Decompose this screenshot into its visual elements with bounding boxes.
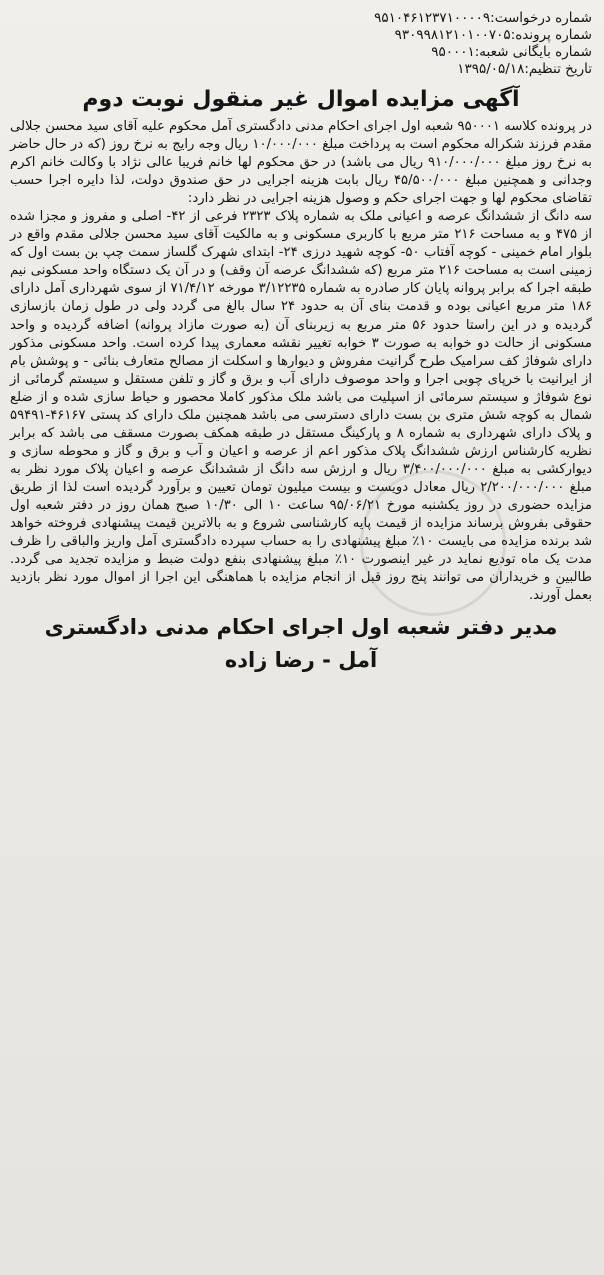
paragraph-intro: در پرونده کلاسه ۹۵۰۰۰۱ شعبه اول اجرای احکام مدنی دادگستری آمل محکوم علیه آقای سید محسن جلالی مقدم فرزند شکراله محکوم است به پرداخت مبلغ ۱۰/۰۰۰/۰۰۰ ریال وجه رایج به نرخ روز (که در حال حاضر به نرخ روز مبلغ ۹۱۰/۰۰۰/۰۰۰ ریال می باشد) در حق محکوم لها خانم فریبا عالی نژاد با وکالت خانم اکرم وجدانی و همچنین مبلغ ۴۵/۵۰۰/۰۰۰ ریال بابت هزینه اجرایی در حق صندوق دولت، لذا دایره اجرا حسب تقاضای محکوم لها و جهت اجرای حکم و وصول هزینه اجرایی در نظر دارد: bbox=[10, 119, 593, 207]
notice-body bbox=[10, 118, 592, 605]
request-number: شماره درخواست:۹۵۱۰۴۶۱۲۳۷۱۰۰۰۰۹ bbox=[374, 10, 592, 26]
signature-title: مدیر دفتر شعبه اول اجرای احکام مدنی دادگستری bbox=[44, 615, 558, 640]
issue-date: تاریخ تنظیم:۱۳۹۵/۰۵/۱۸ bbox=[457, 61, 592, 77]
signature-block bbox=[10, 611, 592, 677]
case-number: شماره پرونده:۹۳۰۹۹۸۱۲۱۰۱۰۰۷۰۵ bbox=[394, 27, 592, 43]
signature-name: آمل - رضا زاده bbox=[224, 648, 378, 673]
archive-number: شماره بایگانی شعبه:۹۵۰۰۰۱ bbox=[431, 44, 592, 60]
notice-title: آگهی مزایده اموال غیر منقول نوبت دوم bbox=[82, 87, 520, 112]
paragraph-details: سه دانگ از ششدانگ عرصه و اعیانی ملک به شماره پلاک ۲۳۲۳ فرعی از ۴۲- اصلی و مفروز و مجزا شده از ۴۷۵ و به مساحت ۲۱۶ متر مربع با کاربری مسکونی و به مالکیت آقای سید محسن جلالی مقدم واقع در بلوار امام خمینی - کوچه آفتاب ۵۰- کوچه شهید درزی ۲۴- ابتدای شهرک گلساز سمت چپ بن بست اول که زمینی است به مساحت ۲۱۶ متر مربع (که ششدانگ عرصه آن وقف) و در آن یک دستگاه واحد مسکونی نیم طبقه اجرا که برابر پروانه پایان کار صادره به شماره ۳/۱۲۲۳۵ مورخه ۷۱/۴/۱۲ از سوی شهرداری آمل دارای ۱۸۶ متر مربع اعیانی بوده و قدمت بنای آن به حدود ۲۴ سال بالغ می گردد ولی در طول زمان بازسازی گردیده و در این راستا حدود ۵۶ متر مربع به زیربنای آن (به صورت مازاد پروانه) اضافه گردیده و واحد مسکونی از حالت دو خوابه به صورت ۳ خوابه تغییر نقشه معماری پیدا کرده است. واحد مسکونی مذکور دارای شوفاژ کف سرامیک طرح گرانیت مفروش و دیوارها و اسکلت از مصالح متعارف بنائی - و پوشش بام از ایرانیت با خرپای چوبی اجرا و واحد موصوف دارای آب و برق و گاز و تلفن مستقل و سیستم گرمائی از نوع شوفاژ و سیستم سرمائی از اسپلیت می باشد ملک مذکور کاملا محصور و حیاط سازی شده و از ضلع شمال به کوچه شش متری بن بست دارای دسترسی می باشد همچنین ملک دارای کد پستی ۴۶۱۶۷-۵۹۴۹۱ و پلاک دارای شهرداری به شماره ۸ و پارکینگ مستقل در طبقه همکف بصورت مسقف می باشد که برابر نظریه کارشناس ارزش ششدانگ پلاک مذکور اعم از عرصه و اعیان و آب و برق و گاز و محوطه سازی و دیوارکشی به مبلغ ۳/۴۰۰/۰۰۰/۰۰۰ ریال و ارزش سه دانگ از ششدانگ عرصه و اعیان پلاک مورد نظر به مبلغ ۲/۲۰۰/۰۰۰/۰۰۰ ریال معادل دویست و بیست میلیون تومان تعیین و برآورد گردیده است لذا از طریق مزایده حضوری در روز یکشنبه مورخ ۹۵/۰۶/۲۱ ساعت ۱۰ الی ۱۰/۳۰ صبح همان روز در دفتر شعبه اول حقوقی بفروش برساند مزایده از قیمت پایه کارشناسی شروع و به بالاترین قیمت پیشنهادی فروخته خواهد شد برنده مزایده می بایست ۱۰٪ مبلغ پیشنهادی را به حساب سپرده دادگستری آمل واریز والباقی را ظرف مدت یک ماه تودیع نماید در غیر اینصورت ۱۰٪ مبلغ پیشنهادی بنفع دولت ضبط و مزایده تجدید می گردد. طالبین و خریداران می توانند پنج روز قبل از انجام مزایده با هماهنگی این اجرا از اموال مورد نظر بازدید بعمل آورند. bbox=[10, 209, 593, 604]
document-meta bbox=[10, 10, 592, 78]
